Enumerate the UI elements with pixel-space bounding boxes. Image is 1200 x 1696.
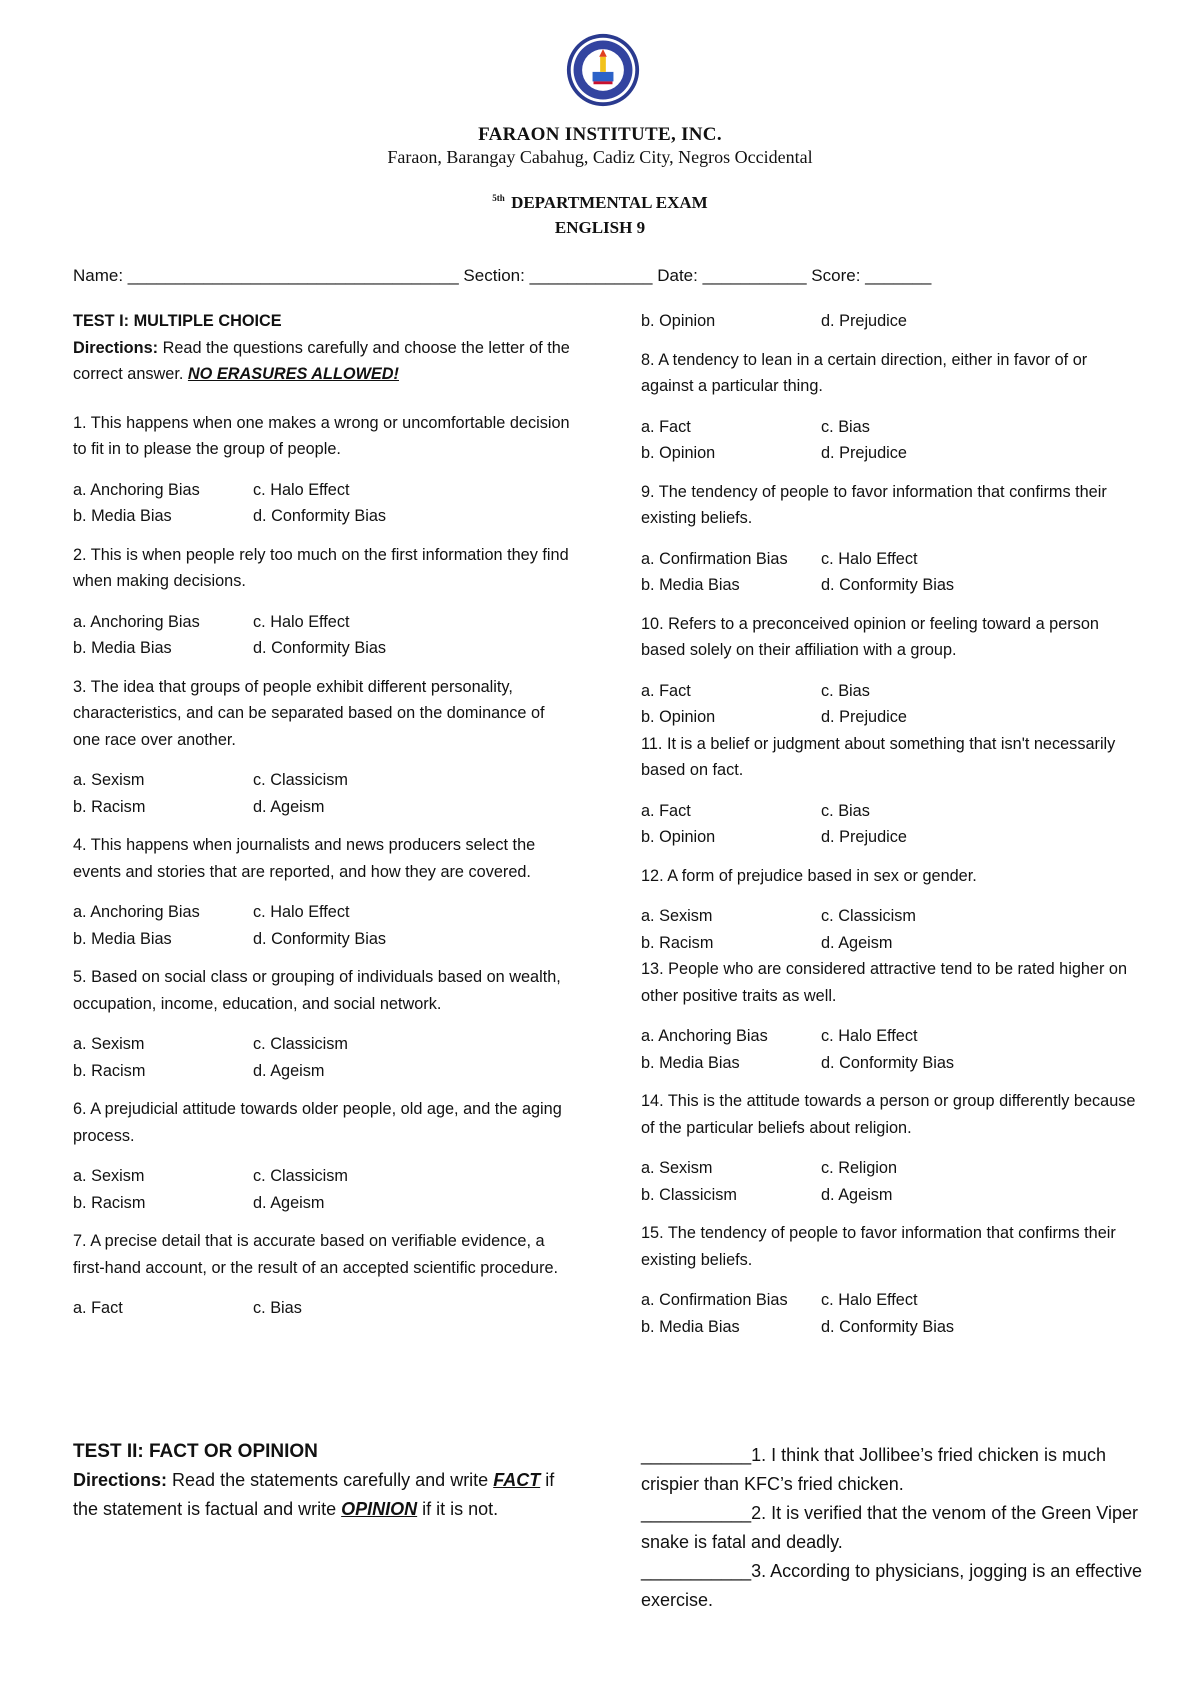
- test2-item-1[interactable]: ___________1. I think that Jollibee’s fried chicken is much crispier than KFC’s fried chicken.: [641, 1445, 1106, 1494]
- test2-title: TEST II: FACT OR OPINION: [73, 1441, 318, 1462]
- choice-7c[interactable]: c. Bias: [253, 1299, 302, 1317]
- choice-1b[interactable]: b. Media Bias: [73, 507, 172, 525]
- question-9: 9. The tendency of people to favor information that confirms their existing beliefs.: [641, 482, 1107, 527]
- choice-5a[interactable]: a. Sexism: [73, 1035, 145, 1053]
- fact-keyword: FACT: [493, 1470, 541, 1490]
- choice-13d[interactable]: d. Conformity Bias: [821, 1053, 955, 1072]
- choice-10c[interactable]: c. Bias: [821, 681, 870, 700]
- choice-15b[interactable]: b. Media Bias: [641, 1317, 740, 1336]
- choice-2c[interactable]: c. Halo Effect: [253, 612, 350, 631]
- choice-10b[interactable]: b. Opinion: [641, 708, 716, 726]
- choice-10a[interactable]: a. Fact: [641, 681, 691, 700]
- question-11: 11. It is a belief or judgment about something that isn't necessarily based on fact.: [641, 734, 1116, 779]
- choice-9a[interactable]: a. Confirmation Bias: [641, 549, 788, 568]
- test2-directions-p2: if the statement is factual and write: [73, 1470, 555, 1519]
- choice-8b[interactable]: b. Opinion: [641, 444, 716, 462]
- choice-11b[interactable]: b. Opinion: [641, 828, 716, 846]
- choice-12d[interactable]: d. Ageism: [821, 933, 893, 952]
- question-4: 4. This happens when journalists and news producers select the events and stories that are reported, and how they are covered.: [73, 836, 536, 881]
- question-13: 13. People who are considered attractive tend to be rated higher on other positive traits as well.: [641, 960, 1128, 1005]
- question-8: 8. A tendency to lean in a certain direction, either in favor of or against a particular thing.: [641, 350, 1088, 395]
- question-14: 14. This is the attitude towards a person or group differently because of the particular beliefs about religion.: [641, 1092, 1136, 1137]
- question-2: 2. This is when people rely too much on the first information they find when making decisions.: [73, 545, 569, 590]
- test1-directions: [73, 335, 573, 388]
- choice-15a[interactable]: a. Confirmation Bias: [641, 1291, 788, 1309]
- choice-6a[interactable]: a. Sexism: [73, 1167, 145, 1185]
- institution-logo: [565, 32, 641, 108]
- test2-instructions: [73, 1437, 573, 1524]
- choice-12c[interactable]: c. Classicism: [821, 907, 916, 925]
- choice-4b[interactable]: b. Media Bias: [73, 929, 172, 948]
- choice-12a[interactable]: a. Sexism: [641, 907, 713, 925]
- question-3: 3. The idea that groups of people exhibit different personality, characteristics, and can be separated based on the dominance of one race over another.: [73, 677, 545, 749]
- student-info-line[interactable]: Name: ___________________________________ Section: _____________ Date: ___________ Score: _______: [73, 266, 932, 285]
- choice-7d[interactable]: d. Prejudice: [821, 312, 907, 330]
- question-1: 1. This happens when one makes a wrong or uncomfortable decision to fit in to please the group of people.: [73, 413, 570, 458]
- choice-13a[interactable]: a. Anchoring Bias: [641, 1027, 768, 1045]
- choice-7a[interactable]: a. Fact: [73, 1299, 123, 1317]
- choice-13c[interactable]: c. Halo Effect: [821, 1027, 918, 1045]
- question-15: 15. The tendency of people to favor information that confirms their existing beliefs.: [641, 1224, 1116, 1269]
- choice-3b[interactable]: b. Racism: [73, 797, 146, 816]
- opinion-keyword: OPINION: [341, 1499, 418, 1519]
- choice-14a[interactable]: a. Sexism: [641, 1159, 713, 1177]
- choice-3d[interactable]: d. Ageism: [253, 797, 325, 816]
- choice-12b[interactable]: b. Racism: [641, 933, 714, 952]
- choice-4d[interactable]: d. Conformity Bias: [253, 929, 387, 948]
- question-12: 12. A form of prejudice based in sex or gender.: [641, 866, 977, 885]
- test2-directions: [73, 1466, 573, 1524]
- directions-label: Directions:: [73, 338, 159, 357]
- choice-9b[interactable]: b. Media Bias: [641, 576, 740, 594]
- institution-name: FARAON INSTITUTE, INC.: [478, 124, 722, 145]
- choice-15c[interactable]: c. Halo Effect: [821, 1291, 918, 1309]
- test2-directions-label: Directions:: [73, 1470, 168, 1490]
- test2-item-2[interactable]: ___________2. It is verified that the venom of the Green Viper snake is fatal and deadly.: [641, 1503, 1138, 1552]
- choice-2b[interactable]: b. Media Bias: [73, 639, 172, 657]
- subject-title: ENGLISH 9: [554, 218, 646, 237]
- choice-1a[interactable]: a. Anchoring Bias: [73, 480, 200, 499]
- choice-7b[interactable]: b. Opinion: [641, 312, 716, 330]
- test2-items: [641, 1441, 1146, 1615]
- choice-10d[interactable]: d. Prejudice: [821, 708, 907, 726]
- choice-3c[interactable]: c. Classicism: [253, 771, 348, 789]
- choice-1d[interactable]: d. Conformity Bias: [253, 507, 387, 525]
- choice-14d[interactable]: d. Ageism: [821, 1185, 893, 1204]
- choice-6b[interactable]: b. Racism: [73, 1193, 146, 1212]
- choice-8c[interactable]: c. Bias: [821, 417, 870, 436]
- question-5: 5. Based on social class or grouping of individuals based on wealth, occupation, income, education, and social network.: [73, 968, 561, 1013]
- test1-title: TEST I: MULTIPLE CHOICE: [73, 312, 282, 330]
- choice-5c[interactable]: c. Classicism: [253, 1035, 348, 1053]
- choice-2a[interactable]: a. Anchoring Bias: [73, 612, 200, 631]
- test2-directions-p3: if it is not.: [417, 1499, 499, 1519]
- question-10: 10. Refers to a preconceived opinion or feeling toward a person based solely on their affiliation with a group.: [641, 614, 1099, 659]
- choice-14c[interactable]: c. Religion: [821, 1159, 898, 1177]
- choice-4c[interactable]: c. Halo Effect: [253, 903, 350, 921]
- question-7: 7. A precise detail that is accurate based on verifiable evidence, a first-hand account, or the result of an accepted scientific procedure.: [73, 1232, 559, 1277]
- exam-ordinal: 5th: [492, 193, 505, 203]
- choice-4a[interactable]: a. Anchoring Bias: [73, 903, 200, 921]
- choice-11a[interactable]: a. Fact: [641, 801, 691, 820]
- test2-item-3[interactable]: ___________3. According to physicians, jogging is an effective exercise.: [641, 1561, 1143, 1610]
- choice-8a[interactable]: a. Fact: [641, 417, 691, 436]
- choice-9d[interactable]: d. Conformity Bias: [821, 576, 955, 594]
- institution-address: Faraon, Barangay Cabahug, Cadiz City, Negros Occidental: [387, 147, 813, 167]
- choice-1c[interactable]: c. Halo Effect: [253, 480, 350, 499]
- choice-6d[interactable]: d. Ageism: [253, 1193, 325, 1212]
- test1-right-column: [641, 308, 1141, 1340]
- choice-2d[interactable]: d. Conformity Bias: [253, 639, 387, 657]
- exam-title-text: DEPARTMENTAL EXAM: [511, 193, 708, 212]
- choice-5d[interactable]: d. Ageism: [253, 1061, 325, 1080]
- choice-9c[interactable]: c. Halo Effect: [821, 549, 918, 568]
- choice-14b[interactable]: b. Classicism: [641, 1185, 737, 1204]
- choice-13b[interactable]: b. Media Bias: [641, 1053, 740, 1072]
- test2-directions-p1: Read the statements carefully and write: [167, 1470, 494, 1490]
- choice-6c[interactable]: c. Classicism: [253, 1167, 348, 1185]
- directions-text: Read the questions carefully and choose the letter of the correct answer.: [73, 338, 570, 383]
- choice-11d[interactable]: d. Prejudice: [821, 828, 907, 846]
- test1-left-column: [73, 308, 573, 1322]
- exam-title: [0, 193, 1200, 213]
- choice-5b[interactable]: b. Racism: [73, 1061, 146, 1080]
- choice-11c[interactable]: c. Bias: [821, 801, 870, 820]
- choice-3a[interactable]: a. Sexism: [73, 771, 145, 789]
- question-6: 6. A prejudicial attitude towards older people, old age, and the aging process.: [73, 1100, 562, 1145]
- directions-emphasis: NO ERASURES ALLOWED!: [187, 365, 399, 383]
- choice-15d[interactable]: d. Conformity Bias: [821, 1317, 955, 1336]
- choice-8d[interactable]: d. Prejudice: [821, 444, 907, 462]
